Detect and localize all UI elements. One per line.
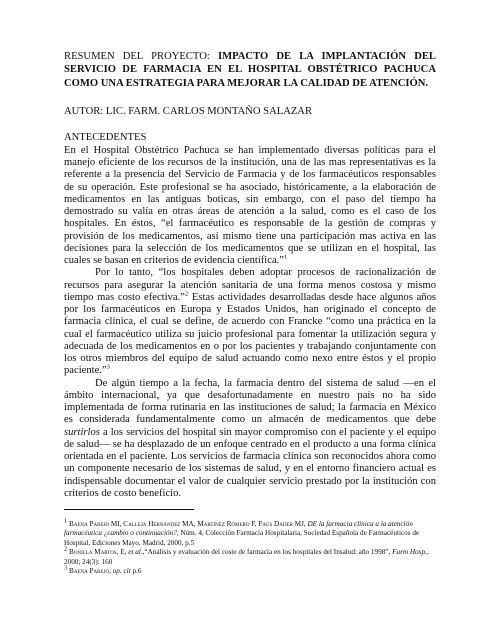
footnote-text: , Núm. 4, Colección Farmacia Hospitalaria, Sociedad Española de Farmacéuticos de Hospital, Ediciones Mayo, Madrid, 2000, p.5 [64,529,420,547]
project-summary-heading [64,50,436,90]
paragraph-text: En el Hospital Obstétrico Pachuca se han implementado diversas políticas para el manejo eficiente de los recursos de la institución, una de las mas representativas es la referente a la presencia del Servicio de Farmacia y de los farmacéuticos responsables de su operación. Este profesional se ha asociado, históricamente, a la elaboración de medicamentos en las antiguas boticas, sin embargo, con el paso del tiempo ha demostrado su valía en otras áreas de atención a la salud, como es el caso de los hospitales. En éstos, “el farmacéutico es responsable de la gestión de compras y provisión de los medicamentos, así mismo tiene una participación mas activa en las decisiones para la selección de los medicamentos que se utilizan en el hospital, las cuales se basan en criterios de evidencia científica.” [64,144,436,267]
emphasis-text: et al. [128,548,143,557]
section-title: ANTECEDENTES [64,132,147,144]
paragraph-text: Por lo tanto, “los hospitales deben adoptar procesos de racionalización de recursos para asegurar la atención sanitaria de una forma menos costosa y mismo tiempo mas costo efectiva.” [64,267,436,303]
project-title: IMPACTO DE LA IMPLANTACIÓN DEL SERVICIO DE FARMACIA EN EL HOSPITAL OBSTÉTRICO PACHUCA COMO UNA ESTRATEGIA PARA MEJORAR LA CALIDAD DE ATENCIÓN. [64,51,437,89]
author-name: Baena Parejo [69,520,110,528]
footnote-ref: 2 [184,290,189,298]
footnote [64,517,436,548]
footnote [64,564,436,576]
footnote-text: ,“Análisis y evaluación del coste de farmacia en los hospitales del Insalud: año 1998”, [142,548,393,557]
author-name: Faus Dader [258,520,293,528]
paragraph-text: a los servicios del hospital sin mayor compromiso con el paciente y el equipo de salud— se ha desplazado de un enfoque centrado en el producto a una forma clínica orientada en el paciente. Los servicios de farmacia clínica son reconocidos ahora como un componente necesario de los sistemas de salud, y en el entorno financiero actual es indispensable documentar el valor de cualquier servicio prestado por la institución con criterios de costo beneficio. [64,426,436,499]
author-line: AUTOR: LIC. FARM. CARLOS MONTAÑO SALAZAR [64,106,313,118]
footnote-mark: 3 [64,564,68,572]
footnote-mark: 1 [64,517,68,525]
footnotes-section [64,509,436,576]
paragraph-text: De algún tiempo a la fecha, la farmacia dentro del sistema de salud —en el ámbito internacional, ya que desafortunadamente en nuestro país no ha sido implementada de forma rutinaria en las instituciones de salud; la farmacia en México es considerada fundamentalmente como un almacén de medicamentos que debe [64,377,436,426]
body-paragraph [64,378,436,501]
footnote-ref: 1 [284,253,288,261]
footnote-text: , 2000; 24(3): 160 [64,548,429,566]
emphasis-text: surtirlos [64,426,100,438]
body-paragraph [64,145,436,268]
footnote-text: MI, [109,520,124,528]
footnote-text: MJ, [292,520,308,528]
footnote-mark: 2 [64,545,68,553]
footnote-text: , E, [116,548,129,557]
footnote-separator [64,509,194,510]
author-name: Baena Parejo [69,567,110,576]
footnote-text: F, [249,520,259,528]
footnote [64,545,436,567]
footnote-text: , [109,567,113,576]
footnote-text: MA, [180,520,198,528]
author-name: Martínez Romero [197,520,250,528]
body-paragraph [64,267,436,377]
footnote-text: p.6 [130,567,142,576]
footnote-ref: 3 [106,363,110,371]
author-name: Bonilla Martos [69,548,117,557]
author-name: Calleja Hernández [123,520,181,528]
work-title: DE la farmacia clínica a la atención farmacéutica ¿cambio o continuación? [64,520,413,538]
journal-title: Farm Hosp. [392,548,427,557]
emphasis-text: op. cit [112,567,131,576]
heading-prefix: RESUMEN DEL PROYECTO: [64,51,218,62]
paragraph-text: Estas actividades desarrolladas desde hace algunos años por los farmacéuticos en Europa y Estados Unidos, han originado el concepto de farmacia clínica, el cual se define, de acuerdo con Francke “como una práctica en la cual el farmacéutico utiliza su juicio profesional para fomentar la utilización segura y adecuada de los medicamentos en o por los pacientes y trabajando conjuntamente con los otros miembros del equipo de salud actuando como nexo entre éstos y el propio paciente.” [64,291,436,377]
